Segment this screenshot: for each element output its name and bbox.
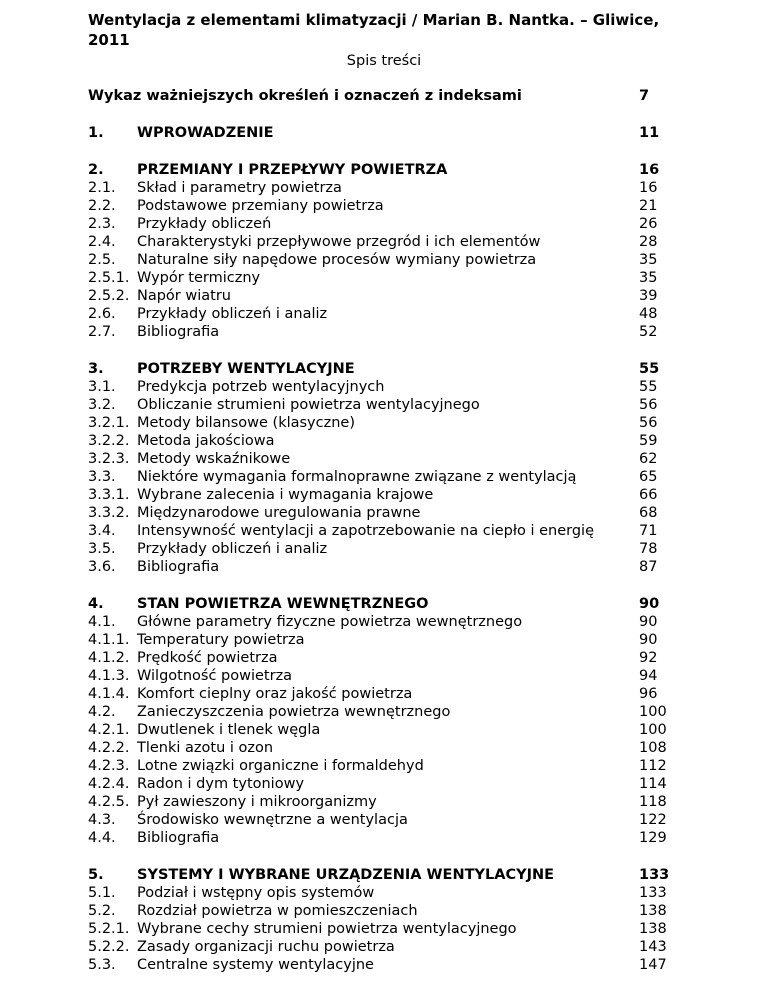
toc-entry-title: Lotne związki organiczne i formaldehyd — [137, 758, 424, 774]
toc-entry-title: Bibliografia — [137, 324, 220, 340]
toc-entry — [88, 124, 688, 142]
toc-entry-title: Podstawowe przemiany powietrza — [137, 198, 384, 214]
toc-entry-title: Wybrane cechy strumieni powietrza wentylacyjnego — [137, 921, 517, 937]
toc-entry-title: Bibliografia — [137, 830, 220, 846]
toc-entry-title: Metody wskaźnikowe — [137, 451, 291, 467]
toc-entry — [88, 360, 688, 378]
toc-entry-number: 3.2. — [88, 397, 116, 413]
toc-entry — [88, 179, 688, 197]
toc-entry — [88, 305, 688, 323]
toc-entry-page: 90 — [639, 596, 660, 612]
toc-entry-number: 3.3.1. — [88, 487, 130, 503]
toc-entry-page: 108 — [639, 740, 667, 756]
toc-entry-number: 5.2. — [88, 903, 116, 919]
toc-entry-number: 4.2.2. — [88, 740, 130, 756]
toc-entry — [88, 558, 688, 576]
toc-entry-page: 35 — [639, 270, 658, 286]
toc-entry-page: 56 — [639, 397, 658, 413]
toc-entry-page: 114 — [639, 776, 667, 792]
toc-entry-number: 2.5. — [88, 252, 116, 268]
toc-entry-title: Metoda jakościowa — [137, 433, 275, 449]
toc-entry — [88, 396, 688, 414]
toc-entry — [88, 468, 688, 486]
toc-entry-number: 2.5.1. — [88, 270, 130, 286]
toc-entry-title: POTRZEBY WENTYLACYJNE — [137, 361, 355, 377]
toc-entry-number: 4.1.1. — [88, 632, 130, 648]
toc-entry-number: 3.1. — [88, 379, 116, 395]
toc-entry — [88, 884, 688, 902]
toc-entry-number: 4.2.3. — [88, 758, 130, 774]
toc-entry-number: 3.5. — [88, 541, 116, 557]
section-spacer — [88, 847, 688, 866]
toc-entry-number: 5.2.1. — [88, 921, 130, 937]
toc-entry-page: 133 — [639, 885, 667, 901]
toc-entry-page: 55 — [639, 361, 660, 377]
toc-entry-title: STAN POWIETRZA WEWNĘTRZNEGO — [137, 596, 429, 612]
toc-entry — [88, 613, 688, 631]
toc-entry-page: 100 — [639, 722, 667, 738]
toc-entry-title: Międzynarodowe uregulowania prawne — [137, 505, 421, 521]
toc-entry — [88, 450, 688, 468]
toc-entry — [88, 739, 688, 757]
toc-entry-page: 56 — [639, 415, 658, 431]
toc-entry-number: 2. — [88, 162, 104, 178]
toc-entry-page: 138 — [639, 903, 667, 919]
toc-entry-number: 4.4. — [88, 830, 116, 846]
toc-entry-number: 3.2.2. — [88, 433, 130, 449]
toc-entry-page: 26 — [639, 216, 658, 232]
toc-entry-page: 68 — [639, 505, 658, 521]
toc-entry-page: 133 — [639, 867, 670, 883]
toc-entry-number: 2.2. — [88, 198, 116, 214]
toc-entry-title: Podział i wstępny opis systemów — [137, 885, 375, 901]
toc-entry-title: Skład i parametry powietrza — [137, 180, 342, 196]
toc-entry-number: 2.4. — [88, 234, 116, 250]
toc-entry-number: 3.2.1. — [88, 415, 130, 431]
section-spacer — [88, 142, 688, 161]
toc-entry-number: 3.3.2. — [88, 505, 130, 521]
toc-entry-page: 96 — [639, 686, 658, 702]
toc-entry-page: 65 — [639, 469, 658, 485]
toc-entry-page: 16 — [639, 162, 660, 178]
toc-entry-page: 78 — [639, 541, 658, 557]
toc-entry-page: 138 — [639, 921, 667, 937]
toc-entry-page: 52 — [639, 324, 658, 340]
toc-entry-page: 118 — [639, 794, 667, 810]
toc-entry — [88, 866, 688, 884]
toc-entry — [88, 87, 688, 105]
toc-entry-title: Wybrane zalecenia i wymagania krajowe — [137, 487, 434, 503]
toc-entry-page: 62 — [639, 451, 658, 467]
toc-entry-title: Dwutlenek i tlenek węgla — [137, 722, 321, 738]
toc-entry-title: Wykaz ważniejszych określeń i oznaczeń z indeksami — [88, 88, 522, 104]
toc-entry-title: PRZEMIANY I PRZEPŁYWY POWIETRZA — [137, 162, 448, 178]
toc-entry — [88, 540, 688, 558]
toc-entry — [88, 215, 688, 233]
toc-entry — [88, 595, 688, 613]
toc-entry-page: 94 — [639, 668, 658, 684]
toc-entry — [88, 414, 688, 432]
toc-entry-page: 87 — [639, 559, 658, 575]
toc-entry — [88, 703, 688, 721]
toc-entry-number: 2.5.2. — [88, 288, 130, 304]
toc-entry-number: 5.2.2. — [88, 939, 130, 955]
toc-entry-page: 90 — [639, 632, 658, 648]
toc-entry — [88, 649, 688, 667]
toc-entry-number: 4. — [88, 596, 104, 612]
toc-entry — [88, 378, 688, 396]
toc-entry-number: 3. — [88, 361, 104, 377]
toc-entry-page: 55 — [639, 379, 658, 395]
toc-entry-number: 4.2.1. — [88, 722, 130, 738]
toc-entry-title: Rozdział powietrza w pomieszczeniach — [137, 903, 418, 919]
toc-entry-number: 4.2. — [88, 704, 116, 720]
toc-entry-title: Predykcja potrzeb wentylacyjnych — [137, 379, 385, 395]
toc-entry-title: Zasady organizacji ruchu powietrza — [137, 939, 395, 955]
toc-entry-page: 90 — [639, 614, 658, 630]
toc-entry — [88, 504, 688, 522]
toc-entry-title: Obliczanie strumieni powietrza wentylacyjnego — [137, 397, 480, 413]
toc-entry-number: 1. — [88, 125, 104, 141]
toc-entry-page: 129 — [639, 830, 667, 846]
toc-entry-title: Prędkość powietrza — [137, 650, 278, 666]
toc-entry-number: 4.1.3. — [88, 668, 130, 684]
toc-entry — [88, 793, 688, 811]
toc-entry-page: 39 — [639, 288, 658, 304]
toc-entry — [88, 486, 688, 504]
toc-entry — [88, 938, 688, 956]
table-of-contents — [88, 87, 688, 974]
toc-entry-page: 147 — [639, 957, 667, 973]
toc-entry-number: 4.2.5. — [88, 794, 130, 810]
toc-entry-title: Środowisko wewnętrzne a wentylacja — [137, 812, 408, 828]
toc-entry-title: Bibliografia — [137, 559, 220, 575]
toc-entry-number: 4.1.2. — [88, 650, 130, 666]
toc-entry-title: Metody bilansowe (klasyczne) — [137, 415, 355, 431]
toc-entry — [88, 956, 688, 974]
toc-entry-title: Charakterystyki przepływowe przegród i ich elementów — [137, 234, 541, 250]
toc-entry-page: 92 — [639, 650, 658, 666]
toc-entry-number: 3.3. — [88, 469, 116, 485]
toc-entry-number: 4.1.4. — [88, 686, 130, 702]
toc-entry-title: Centralne systemy wentylacyjne — [137, 957, 374, 973]
toc-entry — [88, 233, 688, 251]
section-spacer — [88, 576, 688, 595]
toc-entry — [88, 522, 688, 540]
toc-entry-page: 122 — [639, 812, 667, 828]
toc-entry-title: Główne parametry fizyczne powietrza wewnętrznego — [137, 614, 523, 630]
toc-entry-page: 143 — [639, 939, 667, 955]
toc-entry-title: Naturalne siły napędowe procesów wymiany powietrza — [137, 252, 537, 268]
toc-entry-page: 48 — [639, 306, 658, 322]
toc-entry — [88, 631, 688, 649]
toc-entry — [88, 829, 688, 847]
toc-entry-title: Niektóre wymagania formalnoprawne związane z wentylacją — [137, 469, 577, 485]
toc-entry-page: 16 — [639, 180, 658, 196]
section-spacer — [88, 341, 688, 360]
toc-entry — [88, 775, 688, 793]
toc-entry — [88, 685, 688, 703]
toc-entry — [88, 251, 688, 269]
toc-entry-number: 2.1. — [88, 180, 116, 196]
toc-entry-number: 2.7. — [88, 324, 116, 340]
toc-entry-title: Pył zawieszony i mikroorganizmy — [137, 794, 377, 810]
toc-entry-title: Komfort cieplny oraz jakość powietrza — [137, 686, 413, 702]
toc-entry-page: 7 — [639, 88, 650, 104]
toc-entry-title: Zanieczyszczenia powietrza wewnętrznego — [137, 704, 451, 720]
toc-entry — [88, 197, 688, 215]
document-title: Wentylacja z elementami klimatyzacji / Marian B. Nantka. – Gliwice, 2011 — [88, 11, 660, 49]
toc-entry-page: 71 — [639, 523, 658, 539]
toc-entry-title: Przykłady obliczeń i analiz — [137, 306, 328, 322]
toc-entry — [88, 161, 688, 179]
toc-entry — [88, 902, 688, 920]
toc-entry-page: 35 — [639, 252, 658, 268]
toc-entry-number: 4.2.4. — [88, 776, 130, 792]
toc-entry-number: 3.2.3. — [88, 451, 130, 467]
toc-entry-number: 4.1. — [88, 614, 116, 630]
toc-entry-title: Wilgotność powietrza — [137, 668, 293, 684]
toc-entry-number: 2.6. — [88, 306, 116, 322]
toc-entry-title: Tlenki azotu i ozon — [137, 740, 274, 756]
toc-entry-title: Wypór termiczny — [137, 270, 261, 286]
toc-entry-number: 3.6. — [88, 559, 116, 575]
toc-entry-title: Przykłady obliczeń i analiz — [137, 541, 328, 557]
toc-entry — [88, 269, 688, 287]
toc-entry-page: 112 — [639, 758, 667, 774]
toc-entry — [88, 287, 688, 305]
toc-entry-number: 2.3. — [88, 216, 116, 232]
toc-entry-page: 100 — [639, 704, 667, 720]
toc-entry — [88, 920, 688, 938]
toc-entry-page: 21 — [639, 198, 658, 214]
toc-entry-page: 66 — [639, 487, 658, 503]
toc-entry — [88, 432, 688, 450]
toc-entry — [88, 757, 688, 775]
toc-entry-title: WPROWADZENIE — [137, 125, 274, 141]
toc-entry-title: Przykłady obliczeń — [137, 216, 272, 232]
toc-entry — [88, 667, 688, 685]
toc-entry-page: 11 — [639, 125, 660, 141]
document-subtitle: Spis treści — [346, 53, 422, 69]
toc-entry-title: Intensywność wentylacji a zapotrzebowanie na ciepło i energię — [137, 523, 594, 539]
toc-entry-page: 28 — [639, 234, 658, 250]
toc-entry — [88, 811, 688, 829]
toc-entry-number: 4.3. — [88, 812, 116, 828]
toc-entry-title: Radon i dym tytoniowy — [137, 776, 305, 792]
toc-entry — [88, 323, 688, 341]
toc-entry-number: 5. — [88, 867, 104, 883]
toc-entry-title: Temperatury powietrza — [137, 632, 305, 648]
toc-entry-title: Napór wiatru — [137, 288, 231, 304]
toc-entry-number: 3.4. — [88, 523, 116, 539]
toc-entry — [88, 721, 688, 739]
toc-entry-number: 5.3. — [88, 957, 116, 973]
toc-entry-number: 5.1. — [88, 885, 116, 901]
toc-entry-title: SYSTEMY I WYBRANE URZĄDZENIA WENTYLACYJNE — [137, 867, 555, 883]
section-spacer — [88, 105, 688, 124]
toc-entry-page: 59 — [639, 433, 658, 449]
